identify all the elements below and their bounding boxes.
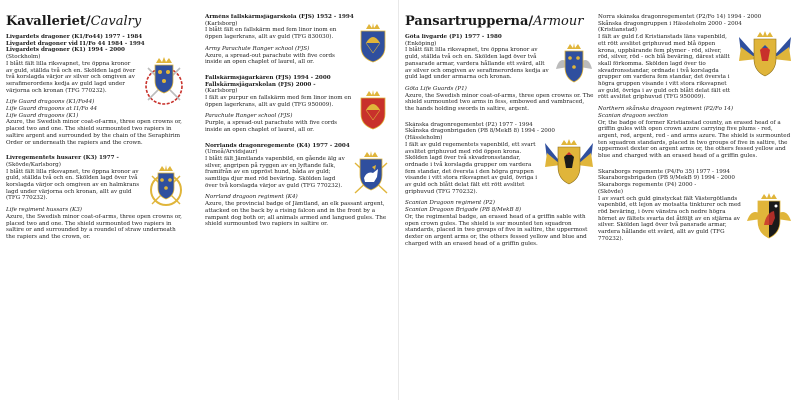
entry-norra	[598, 14, 793, 160]
blazon-english: Or, the badge of former Kristianstad county, an erased head of a griffin gules with open crown azure carrying five plums - red, argent, red, argent, red - and arms azure. The shield is surmounted ten squadron standards, placed in two groups of five in saltire, the uppermost dexter on argent arms or, the others fessed yellow and blue and charged with an erased head of a griffin gules.	[598, 119, 791, 160]
unit-heading: Livgardets dragoner (K1) 1994 - 2000	[6, 47, 125, 54]
blazon-english: Azure, a spread-out parachute with five cords inside an open chaplet of laurel, all or.	[205, 52, 335, 66]
location: (Umeå/Arvidsjaur)	[205, 149, 258, 156]
blazon-english: Purple, a spread-out parachute with five cords inside an open chaplet of laurel, all or.	[205, 120, 338, 133]
unit-heading: Göta livgarde (P1) 1977 - 1980	[405, 34, 502, 40]
coat-of-arms-livgardet	[142, 56, 186, 106]
blazon-english: Azure, the Swedish minor coat-of-arms, three open crowns or, placed two and one. The shield surmounted two rapiers in saltire argent and surrounded by the chain of the Seraphirim Order or underneath the rapiers and the crown.	[6, 119, 182, 146]
entry-livgardet	[6, 34, 186, 146]
unit-heading-english: Göta Life Guards (P1)	[405, 85, 467, 92]
blazon-swedish: I blått fält lilla riksvapnet, tre öppna kronor av guld, ställda två och en. Skölden lagd över två pansarade armar, vardera hållande ett svärd, allt av silver och omgiven av serafimerordens kedja av guld lagd under armarna och kronan.	[405, 47, 549, 81]
blazon-swedish: I av svart och guld ginstyckat fält Västergötlands vapenbild, ett lejon av motsatta tinkturer och med röd beväring, i övre vänstra och nedre högra hörnet av fältets svarta del åtföljt av en stjärna av silver. Skölden lagd över två pansrade armar, vardera hållande ett svärd, allt av guld (TFG 770232).	[598, 195, 741, 242]
coat-of-arms-hussars	[146, 164, 186, 208]
location: (Enköping)	[405, 40, 437, 47]
unit-heading: Skånska dragongruppen i Hässleholm 2000 - 2004	[598, 20, 742, 27]
unit-heading: Skånska dragonbrigaden (PB 8/MekB 8) 1994 - 2000	[405, 128, 555, 135]
blazon-english: Azure, the Swedish minor coat-of-arms, three open crowns or, placed two and one. The shield surmounted two rapiers in saltire or and surrounded by a roundel of straw underneath the rapiers and the crown, or.	[6, 213, 182, 240]
location: (Hässleholm)	[405, 135, 443, 142]
location: (Kristianstad)	[598, 27, 637, 34]
blazon-swedish: I blått fält en fallskärm med fem linor inom en öppen lagerkrans, allt av guld (TFG 830030).	[205, 27, 337, 41]
unit-heading-english: Parachute Ranger school (FJS)	[205, 113, 293, 120]
location: (Skövde/Karlsborg)	[6, 161, 61, 168]
unit-heading: Livregementets husarer (K3) 1977 -	[6, 155, 119, 162]
entry-fallskarm	[205, 14, 390, 66]
unit-heading: Fallskärmsjägarkåren (FJS) 1994 - 2000	[205, 74, 331, 81]
location: (Karlsborg)	[205, 88, 238, 95]
coat-of-arms-fallskarm	[356, 23, 390, 63]
location: (Karlsborg)	[205, 20, 238, 27]
blazon-english: Or, the regimental badge, an erased head of a griffin sable with open crown gules. The shield is sur mounted ten squadron standards, placed in two groups of five in saltire, the uppermost dexter on argent arms or, the others fessed yellow and blue and charged with an erased head of a griffin gules.	[405, 213, 588, 247]
blazon-english: Azure, the Swedish minor coat-of-arms, three open crowns or. The shield surmounted two arms in fess, embowed and vambraced, the hands holding swords in saltire, argent.	[405, 92, 594, 113]
entry-skanska	[405, 122, 595, 248]
coat-of-arms-norra	[737, 29, 793, 87]
unit-heading-english: Scanian dragoon section	[598, 112, 669, 119]
coat-of-arms-gota	[553, 43, 595, 87]
entry-skaraborg	[598, 169, 793, 249]
location: (Stockholm)	[6, 54, 41, 61]
blazon-swedish: I fält av guld regementets vapenbild, ett svart avslitet griphuvud med röd öppen krona. Skölden lagd över två skvadronsstandar, ordnade i två korslagda grupper om vardera fem standar, det översta i den högra gruppen visande i vitt stora riksvapnet av guld, övriga i av guld och blått delat fält ett rött avslitet griphuvud (TFG 770232).	[405, 141, 538, 195]
unit-heading-english: Scanian Dragoon Brigade (PB 8/MekB 8)	[405, 207, 522, 214]
entry-gota	[405, 34, 595, 113]
coat-of-arms-skanska	[543, 137, 595, 195]
unit-heading-english: Army Parachute Ranger school (FJS)	[205, 45, 310, 52]
page-gutter	[398, 0, 399, 400]
unit-heading-english: Northern skånska dragoon regiment (P2/Fo 14)	[598, 106, 734, 113]
blazon-swedish: I blått fält lilla riksvapnet, tre öppna kronor av guld, ställda två och en. Skölden lagd över två korslagda värjor och omgiven av en halmkrans lagd under värjorna och kronan, allt av guld (TFG 770232).	[6, 168, 140, 202]
blazon-swedish: I fält av purpur en fallskärm med fem linor inom en öppen lagerkrans, allt av guld (TFG 950009).	[205, 95, 352, 108]
unit-heading: Skånska dragonregementet (P2) 1977 - 1994	[405, 121, 533, 128]
coat-of-arms-skaraborg	[745, 191, 793, 247]
unit-heading: Skaraborgs regemente (P4) 2000 -	[598, 182, 697, 189]
unit-heading-english: Life Guard dragoons (K1)	[6, 112, 79, 119]
unit-heading: Arméns fallskärmsjägarskola (FJS) 1952 - 1994	[205, 14, 354, 20]
section-title-cavalry: Kavalleriet/Cavalry	[6, 14, 142, 29]
unit-heading: Skaraborgs regemente (P4/Fo 35) 1977 - 1994	[598, 168, 730, 175]
column-norra-skaraborg	[598, 14, 793, 249]
unit-heading: Skaraborgsbrigaden (PB 9/MekB 9) 1994 - 2000	[598, 175, 735, 182]
column-paratroop-norrland	[205, 14, 390, 228]
unit-heading-english: Life regiment hussars (K3)	[6, 207, 82, 214]
entry-fjs	[205, 75, 390, 134]
unit-heading: Norrlands dragonregemente (K4) 1977 - 2004	[205, 142, 350, 149]
section-title-armour: Pansartrupperna/Armour	[405, 14, 584, 29]
unit-heading-english: Norrland dragoon regiment (K4)	[205, 194, 298, 201]
column-cavalry	[6, 14, 186, 241]
blazon-swedish: I blått fält Jämtlands vapenbild, en gående älg av silver, angripen på ryggen av en lyftande falk, framifrån av en uppröst hund, båda av guld; samtliga djur med röd beväring. Skölden lagd över två korslagda värjor av guld (TFG 770232).	[205, 155, 345, 189]
blazon-english: Azure, the provincial badge of Jämtland, an elk passant argent, attacked on the back by a rising falcon and in the front by a rampant dog both or; all animals armed and langued gules. The shield surmounted two rapiers in saltire or.	[205, 201, 387, 228]
entry-norrland	[205, 143, 390, 228]
blazon-swedish: I fält av guld f.d Kristianstads läns vapenbild, ett rött avslitet griphuvud med blå öppen krona, uppbärande fem plymer - röd, silver, röd, silver, röd - och blå beväring, därest ställt skall förkomma. Skölden lagd över tio skvadronsstandar, ordnade i två korslagda grupper om vardera fem standar, det översta i högra gruppen visande i vitt stora riksvapnet av guld, övriga i av guld och blått delat fält ett rött avslitet griphuvud (TFG 950009).	[598, 34, 731, 101]
coat-of-arms-fjs	[356, 90, 390, 130]
unit-heading-english: Life Guard dragoons at I1/Fo 44	[6, 106, 98, 113]
unit-heading: Norra skånska dragonregementet (P2/Fo 14) 1994 - 2000	[598, 14, 762, 20]
entry-hussars	[6, 155, 186, 240]
unit-heading-english: Scanian Dragoon regiment (P2)	[405, 200, 495, 207]
unit-heading: Livgardets dragoner (K1/Fo44) 1977 - 1984	[6, 34, 143, 40]
coat-of-arms-norrland	[352, 151, 390, 195]
location: (Skövde)	[598, 188, 624, 195]
column-armour	[405, 14, 595, 247]
unit-heading: Livgardet dragoner vid I1/Fo 44 1984 - 1994	[6, 40, 145, 47]
unit-heading: Fallskärmsjägarskolan (FJS) 2000 -	[205, 81, 316, 88]
blazon-swedish: I blått fält lilla riksvapnet, tre öppna kronor av guld, ställda två och en. Skölden lagd över två korslagda värjor av silver och omgiven av serafimerordens kedja av guld lagd under värjorna och kronan (TFG 770232).	[6, 60, 136, 94]
unit-heading-english: Life Guard dragoons (K1/Fo44)	[6, 99, 95, 106]
